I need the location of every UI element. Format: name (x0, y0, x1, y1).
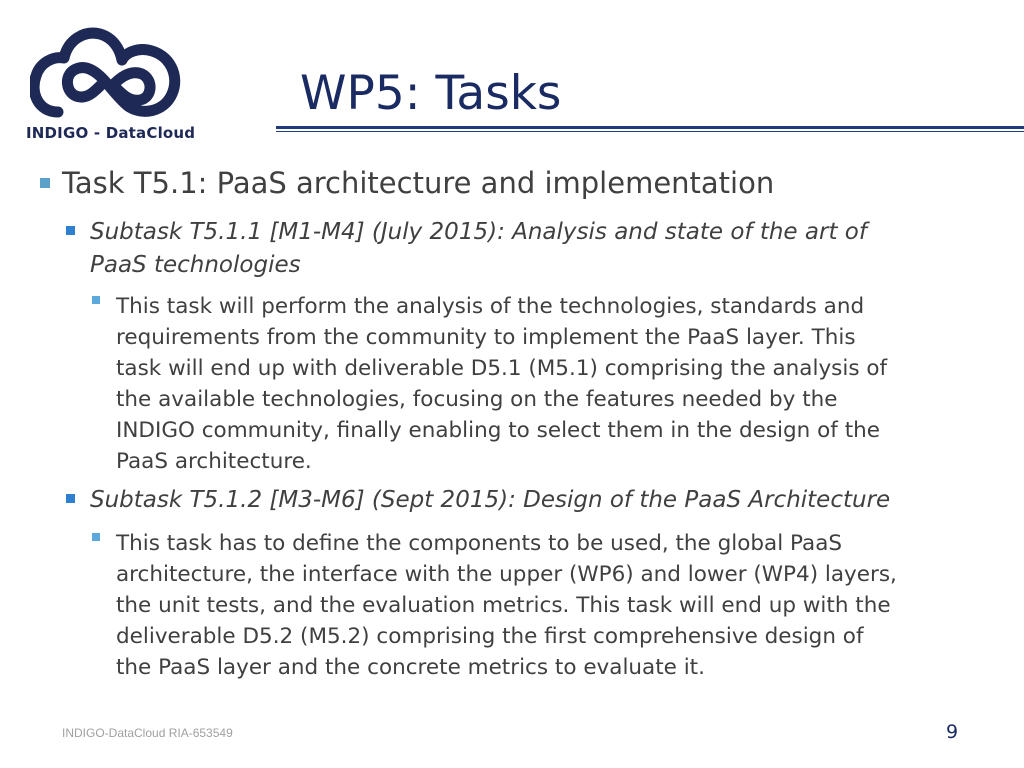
description-line: the PaaS layer and the concrete metrics to evaluate it. (116, 655, 705, 680)
description-line: the unit tests, and the evaluation metrics. This task will end up with the (116, 593, 891, 618)
subtask-2-date: (Sept 2015) (371, 487, 509, 513)
logo-text: INDIGO - DataCloud (26, 124, 196, 142)
subtask-2-title: : Design of the PaaS Architecture (508, 487, 891, 513)
subtask-1-date: (July 2015) (371, 219, 498, 245)
title-divider (276, 126, 1024, 132)
bullet-square-icon (40, 178, 50, 188)
logo (22, 20, 196, 150)
bullet-square-icon (92, 296, 100, 304)
footer-project-id: INDIGO-DataCloud RIA-653549 (62, 726, 233, 740)
description-line: This task has to define the components to be used, the global PaaS (116, 531, 843, 556)
page-number: 9 (946, 721, 959, 743)
slide-title: WP5: Tasks (300, 66, 562, 121)
subtask-2-prefix: Subtask T5.1.2 [M3-M6] (90, 487, 372, 513)
description-line: the available technologies, focusing on the features needed by the (116, 387, 838, 412)
description-line: architecture, the interface with the upper (WP6) and lower (WP4) layers, (116, 562, 897, 587)
subtask-1-heading (90, 216, 1010, 282)
subtask-1-title: : Analysis and state of the art of (497, 219, 867, 245)
description-line: requirements from the community to implement the PaaS layer. This (116, 325, 856, 350)
bullet-square-icon (66, 226, 75, 235)
description-line: This task will perform the analysis of the technologies, standards and (116, 294, 865, 319)
subtask-1-title-cont: PaaS technologies (90, 252, 301, 278)
subtask-2-description (116, 528, 996, 683)
description-line: INDIGO community, finally enabling to select them in the design of the (116, 418, 880, 443)
subtask-1-prefix: Subtask T5.1.1 [M1-M4] (90, 219, 372, 245)
task-heading: Task T5.1: PaaS architecture and implementation (62, 166, 775, 200)
description-line: deliverable D5.2 (M5.2) comprising the first comprehensive design of (116, 624, 864, 649)
description-line: task will end up with deliverable D5.1 (M5.1) comprising the analysis of (116, 356, 888, 381)
bullet-square-icon (92, 533, 100, 541)
subtask-1-description (116, 291, 996, 477)
cloud-infinity-icon (30, 20, 185, 120)
bullet-square-icon (66, 494, 75, 503)
description-line: PaaS architecture. (116, 449, 312, 474)
subtask-2-heading (90, 484, 1010, 517)
